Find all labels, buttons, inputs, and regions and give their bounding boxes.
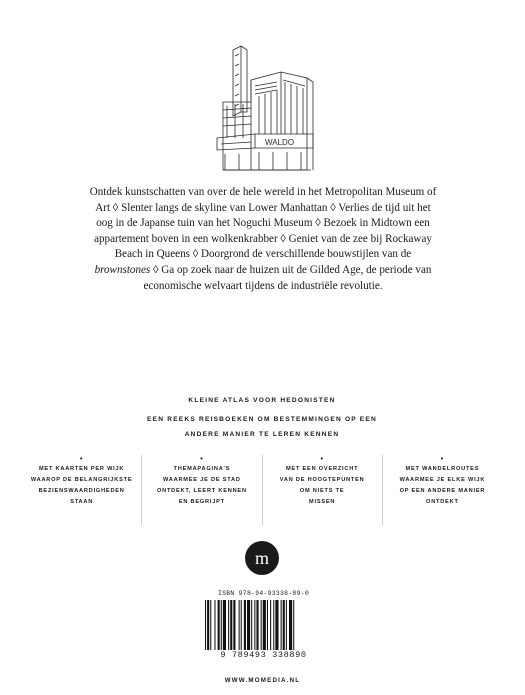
- bullet: •: [200, 456, 204, 463]
- isbn-barcode: [201, 590, 326, 665]
- bullet: •: [79, 456, 84, 463]
- barcode-bar: [205, 600, 206, 650]
- barcode-bar: [270, 600, 271, 650]
- barcode-bar: [247, 600, 250, 650]
- feature-themes: [142, 455, 262, 525]
- bullet: •: [320, 456, 324, 463]
- barcode-bar: [244, 600, 246, 650]
- svg-text:WALDO: WALDO: [265, 138, 295, 147]
- barcode-bar: [233, 600, 235, 650]
- barcode-bar: [281, 600, 282, 650]
- barcode-bar: [286, 600, 287, 650]
- back-cover-blurb: [88, 185, 438, 294]
- barcode-bar: [230, 600, 232, 650]
- series-title: KLEINE ATLAS VOOR HEDONISTEN: [188, 397, 336, 404]
- barcode-bar: [210, 600, 211, 650]
- barcode-bar: [207, 600, 209, 650]
- blurb-italic: brownstones: [94, 263, 151, 276]
- svg-text:m: m: [254, 548, 270, 568]
- barcode-bar: [214, 600, 215, 650]
- features-row: [22, 455, 502, 525]
- publisher-website: WWW.MOMEDIA.NL: [224, 677, 301, 684]
- barcode-bar: [239, 600, 240, 650]
- barcode-bar: [223, 600, 226, 650]
- barcode-bar: [275, 600, 278, 650]
- theater-building-icon: [195, 42, 330, 177]
- barcode-bar: [218, 600, 220, 650]
- isbn-label: ISBN 978-94-93338-89-0: [218, 590, 309, 597]
- feature-maps: [22, 455, 142, 525]
- barcode-bar: [221, 600, 222, 650]
- feature-text: MET KAARTEN PER WIJK WAAROP DE BELANGRIJKSTE BEZIENSWAARDIGHEDEN STAAN: [30, 466, 133, 505]
- feature-text: MET EEN OVERZICHT VAN DE HOOGTEPUNTEN OM NIETS TE MISSEN: [279, 466, 365, 505]
- barcode-bar: [228, 600, 229, 650]
- momedia-logo-icon: [244, 540, 280, 576]
- barcode-bar: [263, 600, 266, 650]
- barcode-bar: [289, 600, 292, 650]
- barcode-bar: [293, 600, 294, 650]
- barcode-bar: [273, 600, 274, 650]
- feature-highlights: [263, 455, 383, 525]
- barcode-bar: [256, 600, 258, 650]
- barcode-digits: 9 789493 338890: [220, 650, 307, 660]
- series-line-2: EEN REEKS REISBOEKEN OM BESTEMMINGEN OP EEN: [147, 416, 377, 423]
- barcode-bars: [205, 600, 322, 650]
- barcode-bar: [241, 600, 242, 650]
- feature-walks: [383, 455, 502, 525]
- blurb-text-2: ◊ Ga op zoek naar de huizen uit de Gilded Age, de periode van economische welvaart tijdens de industriële revolutie.: [143, 263, 432, 292]
- barcode-bar: [254, 600, 255, 650]
- bullet: •: [440, 456, 444, 463]
- feature-text: MET WANDELROUTES WAARMEE JE ELKE WIJK OP EEN ANDERE MANIER ONTDEKT: [399, 466, 486, 505]
- barcode-bar: [251, 600, 252, 650]
- feature-text: THEMAPAGINA'S WAARMEE JE DE STAD ONTDEKT, LEERT KENNEN EN BEGRIJPT: [156, 466, 247, 505]
- barcode-bar: [261, 600, 262, 650]
- barcode-bar: [283, 600, 285, 650]
- blurb-text-1: Ontdek kunstschatten van over de hele wereld in het Metropolitan Museum of Art ◊ Slenter langs de skyline van Lower Manhattan ◊ Verlies de tijd uit het oog in de Japanse tuin van het Noguchi Museum ◊ Bezoek in Midtown een appartement boven in een wolkenkrabber ◊ Geniet van de zee bij Rockaway Beach in Queens ◊ Doorgrond de verschillende bouwstijlen van de: [89, 186, 437, 261]
- series-statement: [112, 393, 412, 442]
- barcode-bar: [267, 600, 268, 650]
- series-line-3: ANDERE MANIER TE LEREN KENNEN: [184, 431, 340, 438]
